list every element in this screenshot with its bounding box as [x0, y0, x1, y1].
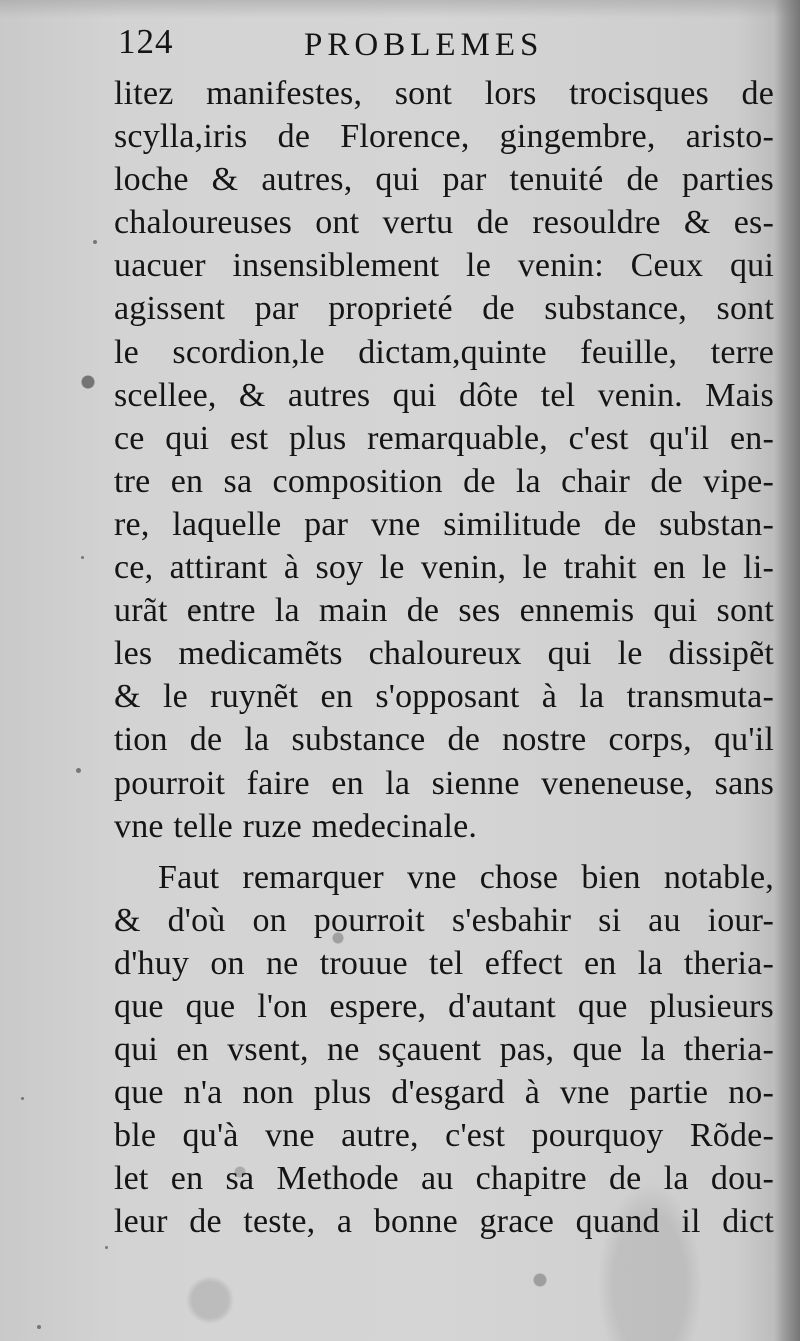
ink-speck — [105, 1246, 108, 1249]
text-line: ble qu'à vne autre, c'est pourquoy Rõde- — [114, 1117, 774, 1155]
text-line: le scordion,le dictam,quinte feuille, terre — [114, 333, 774, 371]
ink-speck — [81, 556, 84, 559]
text-line: chaloureuses ont vertu de resouldre & es- — [114, 204, 774, 242]
text-line: & le ruynẽt en s'opposant à la transmuta- — [114, 678, 774, 716]
text-line: ce qui est plus remarquable, c'est qu'il en- — [114, 419, 774, 457]
text-line: re, laquelle par vne similitude de substan- — [114, 505, 774, 543]
text-line: Faut remarquer vne chose bien notable, — [158, 858, 774, 896]
text-line: let en sa Methode au chapitre de la dou- — [114, 1160, 774, 1198]
text-line: tre en sa composition de la chair de vipe- — [114, 462, 774, 500]
text-line: & d'où on pourroit s'esbahir si au iour- — [114, 901, 774, 939]
text-line: agissent par proprieté de substance, sont — [114, 290, 774, 328]
text-line: uacuer insensiblement le venin: Ceux qui — [114, 247, 774, 285]
page-number: 124 — [118, 22, 174, 61]
text-line: que n'a non plus d'esgard à vne partie no- — [114, 1074, 774, 1112]
text-line: litez manifestes, sont lors trocisques de — [114, 75, 774, 112]
text-line: les medicamẽts chaloureux qui le dissipẽt — [114, 635, 774, 673]
text-line: urãt entre la main de ses ennemis qui sont — [114, 592, 774, 630]
paragraph-gap — [114, 848, 774, 856]
text-line: ce, attirant à soy le venin, le trahit en le li- — [114, 549, 774, 587]
page-gutter-shadow — [774, 0, 800, 1341]
running-title: PROBLEMES — [304, 27, 544, 63]
text-line: qui en vsent, ne sçauent pas, que la theria- — [114, 1031, 774, 1069]
text-line: loche & autres, qui par tenuité de parties — [114, 161, 774, 199]
text-line: tion de la substance de nostre corps, qu'il — [114, 721, 774, 759]
ink-speck — [37, 1325, 41, 1329]
text-line: scylla,iris de Florence, gingembre, aristo- — [114, 118, 774, 156]
text-line: d'huy on ne trouue tel effect en la theria- — [114, 944, 774, 982]
page-header — [118, 18, 638, 74]
page-top-shadow — [0, 0, 800, 18]
ink-speck — [21, 1097, 24, 1100]
ink-speck — [76, 768, 81, 773]
text-line: leur de teste, a bonne grace quand il dict — [114, 1203, 774, 1241]
text-line: que que l'on espere, d'autant que plusieurs — [114, 987, 774, 1025]
text-line: scellee, & autres qui dôte tel venin. Mais — [114, 376, 774, 414]
text-line: vne telle ruze medecinale. — [114, 807, 478, 845]
ink-speck — [93, 240, 97, 244]
main-text — [114, 72, 774, 1244]
text-line: pourroit faire en la sienne veneneuse, sans — [114, 764, 774, 802]
